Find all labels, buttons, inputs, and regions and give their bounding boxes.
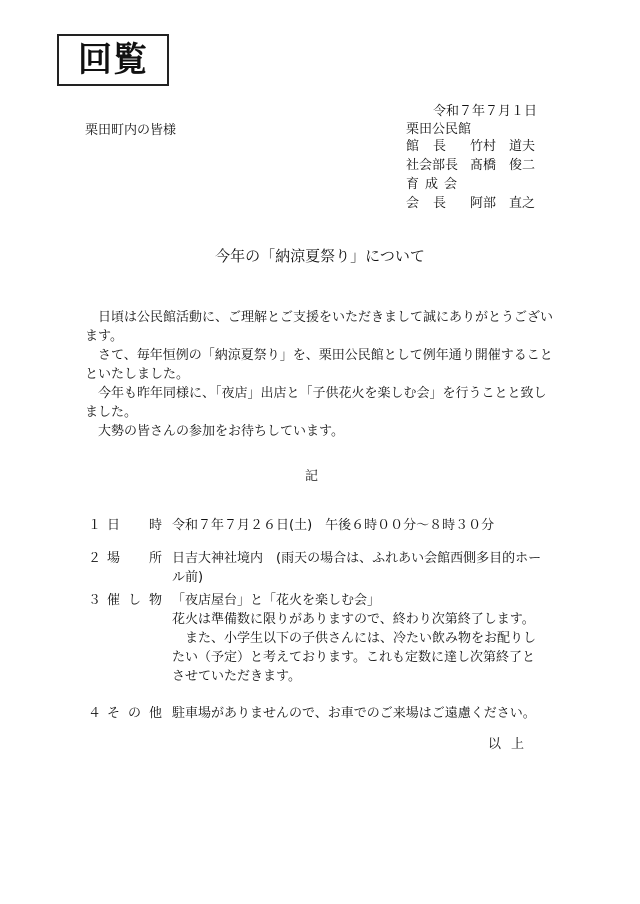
issuer-row [406,156,535,175]
issuer-row [406,194,535,213]
item-heading [107,704,162,723]
item-text: 駐車場がありませんので、お車でのご来場はご遠慮ください。 [172,706,536,721]
details-list [88,516,558,735]
item-number: ３ [88,593,102,608]
item-heading [107,516,162,535]
item-heading-char: 他 [148,706,162,721]
body-paragraph: 今年も昨年同様に、「夜店」出店と「子供花火を楽しむ会」を行うことと致しました。 [85,386,547,420]
item-heading-char: 場 [107,551,121,566]
item-text: 「夜店屋台」と「花火を楽しむ会」 [172,593,381,608]
document-date: 令和７年７月１日 [433,104,538,119]
issuer-name: 髙橋 俊二 [470,158,536,173]
issuer-row [406,137,535,156]
issuer-row [406,175,535,194]
circulation-stamp: 回覧 [57,34,169,86]
issuer-table [406,137,535,213]
issuer-title: 育成会 [406,177,464,192]
item-text: 令和７年７月２６日(土) 午後６時００分～８時３０分 [172,518,495,533]
item-heading-char: の [127,706,141,721]
item-heading-char: 物 [148,593,162,608]
detail-item [88,704,558,723]
item-heading-char: 時 [148,518,162,533]
body-paragraph: さて、毎年恒例の「納涼夏祭り」を、栗田公民館として例年通り開催することといたしました。 [85,348,553,382]
issuer-name: 竹村 道夫 [470,139,536,154]
item-text: 日吉大神社境内 (雨天の場合は、ふれあい会館西側多目的ホール前) [172,551,542,585]
detail-item [88,549,558,587]
detail-item [88,516,558,535]
item-heading [107,591,162,610]
closing-remark: 以上 [488,737,535,752]
body-paragraph: 大勢の皆さんの参加をお待ちしています。 [98,424,344,439]
item-text: また、小学生以下の子供さんには、冷たい飲み物をお配りしたい（予定）と考えております。これも定数に達し次第終了とさせていただきます。 [172,631,537,684]
body-paragraph: 日頃は公民館活動に、ご理解とご支援をいただきまして誠にありがとうございます。 [85,310,554,344]
issuer-name [470,175,535,194]
issuer-title: 館長 [406,139,461,154]
item-heading [107,549,162,568]
item-heading-char: し [127,593,141,608]
addressee: 栗田町内の皆様 [85,123,177,138]
item-text: 花火は準備数に限りがありますので、終わり次第終了します。 [172,612,535,627]
item-number: ２ [88,551,102,566]
issuer-title: 会長 [406,196,461,211]
detail-item [88,591,558,686]
item-heading-char: 日 [107,518,121,533]
issuer-name: 阿部 直之 [470,196,536,211]
item-heading-char: 催 [107,593,121,608]
item-heading-char: そ [107,706,121,721]
document-title: 今年の「納涼夏祭り」について [215,247,425,265]
item-number: １ [88,518,102,533]
item-heading-char: 所 [148,551,162,566]
ki-heading: 記 [305,469,319,484]
item-number: ４ [88,706,102,721]
issuer-organization: 栗田公民館 [406,122,472,137]
issuer-title: 社会部長 [406,158,459,173]
